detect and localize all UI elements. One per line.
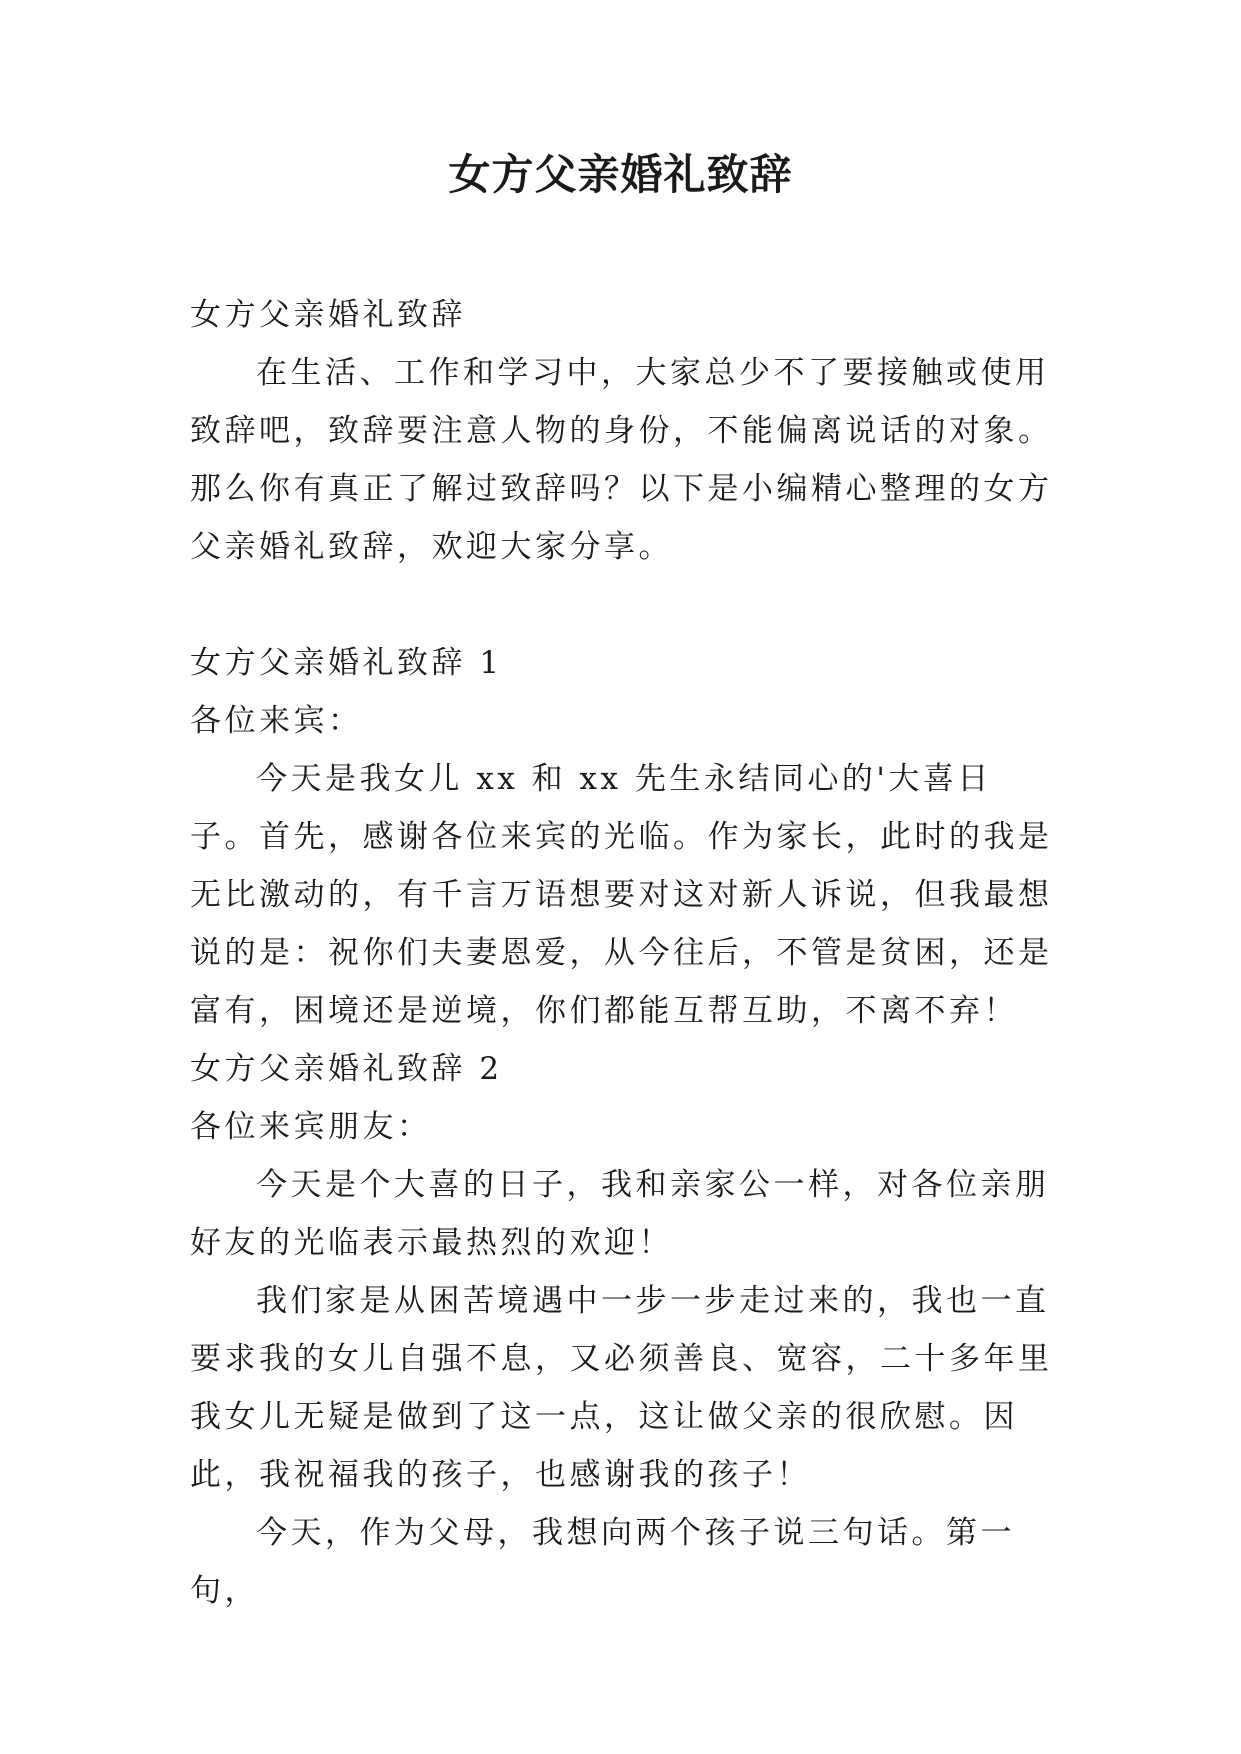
intro-paragraph: 在生活、工作和学习中，大家总少不了要接触或使用致辞吧，致辞要注意人物的身份，不能偏离说话的对象。那么你有真正了解过致辞吗？以下是小编精心整理的女方父亲婚礼致辞，欢迎大家分享。	[190, 355, 1053, 565]
section-1-heading: 女方父亲婚礼致辞 1	[190, 645, 503, 681]
section-2-paragraph: 我们家是从困苦境遇中一步一步走过来的，我也一直要求我的女儿自强不息，又必须善良、宽容，二十多年里我女儿无疑是做到了这一点，这让做父亲的很欣慰。因此，我祝福我的孩子，也感谢我的孩子！	[190, 1283, 1053, 1493]
subtitle: 女方父亲婚礼致辞	[190, 297, 466, 333]
section-2-heading: 女方父亲婚礼致辞 2	[190, 1051, 503, 1087]
document-body	[190, 286, 1060, 1620]
paragraph-gap	[190, 576, 1060, 634]
section-2-paragraph: 今天，作为父母，我想向两个孩子说三句话。第一句，	[190, 1515, 1015, 1609]
section-1-salutation: 各位来宾：	[190, 703, 363, 739]
document-title: 女方父亲婚礼致辞	[448, 150, 793, 199]
section-2-salutation: 各位来宾朋友：	[190, 1109, 432, 1145]
section-2-paragraph: 今天是个大喜的日子，我和亲家公一样，对各位亲朋好友的光临表示最热烈的欢迎！	[190, 1167, 1050, 1261]
section-1-paragraph: 今天是我女儿 xx 和 xx 先生永结同心的'大喜日子。首先，感谢各位来宾的光临。作为家长，此时的我是无比激动的，有千言万语想要对这对新人诉说，但我最想说的是：祝你们夫妻恩爱，从今往后，不管是贫困，还是富有，困境还是逆境，你们都能互帮互助，不离不弃！	[190, 761, 1053, 1029]
